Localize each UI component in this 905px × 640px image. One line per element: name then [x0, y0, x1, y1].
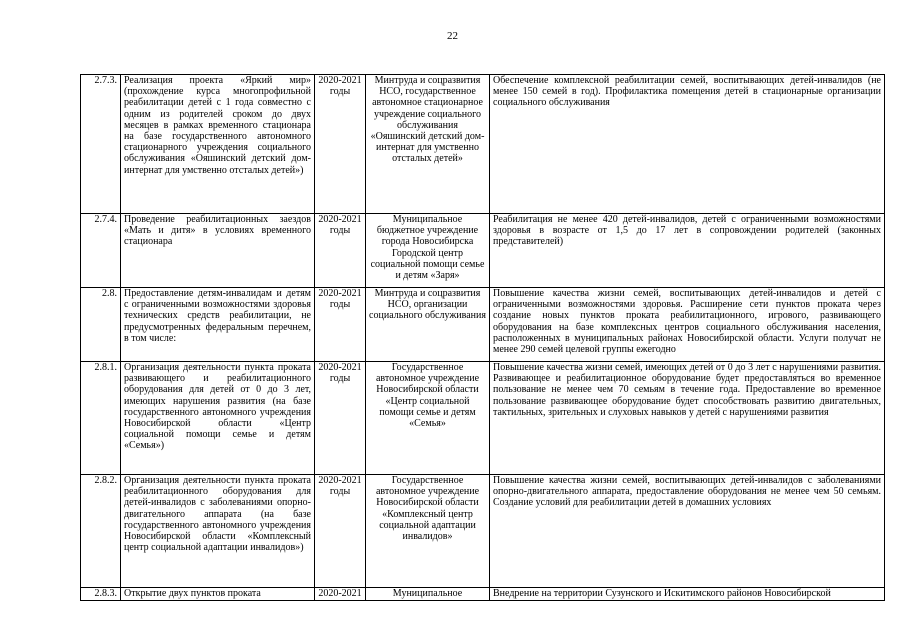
- page-number: 22: [447, 30, 458, 42]
- row-number: 2.8.1.: [81, 362, 121, 475]
- table-row: [81, 214, 885, 288]
- executor-cell: Государственное автономное учреждение Новосибирской области «Центр социальной помощи семье и детям «Семья»: [366, 362, 490, 475]
- executor-cell: Минтруда и соцразвития НСО, государственное автономное стационарное учреждение социального обслуживания «Ояшинский детский дом-интернат для умственно отсталых детей»: [366, 75, 490, 214]
- row-number: 2.8.: [81, 288, 121, 362]
- executor-cell: Муниципальное: [366, 588, 490, 601]
- period-cell: 2020-2021 годы: [315, 214, 366, 288]
- row-number: 2.7.3.: [81, 75, 121, 214]
- table-row: [81, 288, 885, 362]
- table-row: [81, 588, 885, 601]
- executor-cell: Минтруда и соцразвития НСО, организации социального обслуживания: [366, 288, 490, 362]
- period-cell: 2020-2021 годы: [315, 362, 366, 475]
- result-cell: Реабилитация не менее 420 детей-инвалидов, детей с ограниченными возможностями здоровья в возрасте от 1,5 до 17 лет в сопровождении родителей (законных представителей): [490, 214, 885, 288]
- table-row: [81, 475, 885, 588]
- period-cell: 2020-2021 годы: [315, 75, 366, 214]
- activity-cell: Предоставление детям-инвалидам и детям с ограниченными возможностями здоровья технических средств реабилитации, не предусмотренных федеральным перечнем, в том числе:: [121, 288, 315, 362]
- executor-cell: Муниципальное бюджетное учреждение города Новосибирска Городской центр социальной помощи семье и детям «Заря»: [366, 214, 490, 288]
- period-cell: 2020-2021 годы: [315, 475, 366, 588]
- period-cell: 2020-2021 годы: [315, 288, 366, 362]
- row-number: 2.8.3.: [81, 588, 121, 601]
- executor-cell: Государственное автономное учреждение Новосибирской области «Комплексный центр социальной адаптации инвалидов»: [366, 475, 490, 588]
- result-cell: Повышение качества жизни семей, воспитывающих детей-инвалидов и детей с ограниченными возможностями здоровья. Расширение сети пунктов проката через создание новых пунктов проката реабилитационного, игрового, развивающего оборудования на базе комплексных центров социального обслуживания населения, расположенных в муниципальных районах Новосибирской области. Услуги получат не менее 290 семей целевой группы ежегодно: [490, 288, 885, 362]
- activity-cell: Проведение реабилитационных заездов «Мать и дитя» в условиях временного стационара: [121, 214, 315, 288]
- activity-cell: Организация деятельности пункта проката развивающего и реабилитационного оборудования для детей от 0 до 3 лет, имеющих нарушения развития (на базе государственного автономного учреждения Новосибирской области «Центр социальной помощи семье и детям «Семья»): [121, 362, 315, 475]
- activity-cell: Реализация проекта «Яркий мир» (прохождение курса многопрофильной реабилитации детей с 1 года совместно с одним из родителей сроком до двух месяцев в рамках временного стационара на базе государственного автономного стационарного учреждения социального обслуживания «Ояшинский детский дом-интернат для умственно отсталых детей»): [121, 75, 315, 214]
- result-cell: Повышение качества жизни семей, воспитывающих детей-инвалидов с заболеваниями опорно-двигательного аппарата, предоставление оборудования не менее чем 50 семьям. Создание условий для реабилитации детей в домашних условиях: [490, 475, 885, 588]
- result-cell: Обеспечение комплексной реабилитации семей, воспитывающих детей-инвалидов (не менее 150 семей в год). Профилактика помещения детей в стационарные организации социального обслуживания: [490, 75, 885, 214]
- activity-cell: Открытие двух пунктов проката: [121, 588, 315, 601]
- table-row: [81, 75, 885, 214]
- activity-cell: Организация деятельности пункта проката реабилитационного оборудования для детей-инвалидов с заболеваниями опорно-двигательного аппарата (на базе государственного автономного учреждения Новосибирской области «Комплексный центр социальной адаптации инвалидов»): [121, 475, 315, 588]
- row-number: 2.7.4.: [81, 214, 121, 288]
- result-cell: Повышение качества жизни семей, имеющих детей от 0 до 3 лет с нарушениями развития. Развивающее и реабилитационное оборудование будет предоставляться во временное пользование не менее чем 70 семьям в течение года. Предоставление во временное пользование развивающее оборудование будет способствовать развитию двигательных, тактильных, зрительных и слуховых навыков у детей с нарушениями развития: [490, 362, 885, 475]
- table-row: [81, 362, 885, 475]
- row-number: 2.8.2.: [81, 475, 121, 588]
- measures-table: [80, 74, 885, 601]
- period-cell: 2020-2021: [315, 588, 366, 601]
- result-cell: Внедрение на территории Сузунского и Искитимского районов Новосибирской: [490, 588, 885, 601]
